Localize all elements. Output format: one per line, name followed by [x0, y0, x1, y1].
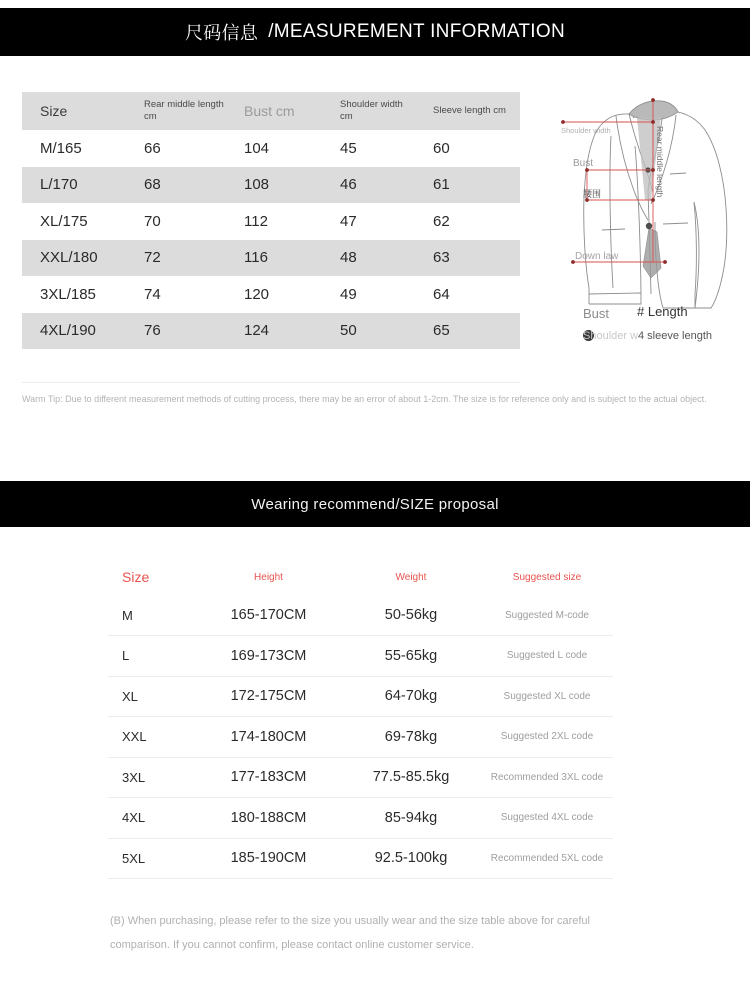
label-shoulder-width: Shoulder width — [561, 126, 611, 135]
cell-bust: 116 — [244, 249, 268, 267]
table-row — [22, 240, 520, 277]
table-row — [108, 757, 613, 798]
cell-height: 185-190CM — [196, 838, 341, 879]
cell-size: 3XL — [108, 757, 196, 798]
header-suggested: Suggested size — [512, 571, 582, 583]
cell-suggested: Suggested 2XL code — [481, 717, 613, 758]
header-height: Height — [254, 571, 283, 583]
cell-bust: 104 — [244, 139, 270, 157]
caption-sleeve: 4 sleeve length — [638, 330, 712, 342]
header-rear-length: Rear middle length cm — [144, 99, 224, 122]
cell-rear-length: 66 — [144, 139, 161, 157]
table-row — [22, 313, 520, 350]
cell-shoulder-width: 47 — [340, 212, 357, 230]
header-sleeve-length: Sleeve length cm — [433, 105, 506, 117]
cell-suggested: Suggested 4XL code — [481, 798, 613, 839]
label-waist-cn: 腰围 — [583, 189, 602, 199]
tie-shape — [643, 228, 661, 278]
cell-suggested: Recommended 5XL code — [481, 838, 613, 879]
table-row — [108, 717, 613, 758]
cell-suggested: Suggested M-code — [481, 595, 613, 636]
cell-sleeve-length: 60 — [433, 139, 450, 157]
proposal-banner — [0, 481, 750, 527]
table-row — [108, 636, 613, 677]
cell-sleeve-length: 63 — [433, 249, 450, 267]
table-row — [22, 276, 520, 313]
table-row — [108, 838, 613, 879]
proposal-note: (B) When purchasing, please refer to the size you usually wear and the size table above for careful comparison. If you cannot confirm, please contact online customer service. — [110, 915, 590, 952]
measurement-header-row — [22, 92, 520, 130]
button-icon — [646, 223, 652, 229]
cell-rear-length: 72 — [144, 249, 161, 267]
divider — [22, 382, 520, 383]
table-row — [108, 595, 613, 636]
cell-bust: 112 — [244, 212, 268, 230]
measurement-table — [22, 92, 520, 349]
cell-shoulder-width: 49 — [340, 285, 357, 303]
measurement-banner — [0, 8, 750, 56]
cell-size: 4XL — [108, 798, 196, 839]
proposal-header-row — [108, 559, 613, 595]
cell-sleeve-length: 64 — [433, 285, 450, 303]
cell-suggested: Suggested XL code — [481, 676, 613, 717]
cell-size: XL — [108, 676, 196, 717]
cell-weight: 50-56kg — [341, 595, 481, 636]
cell-height: 165-170CM — [196, 595, 341, 636]
size-proposal-table — [108, 559, 613, 879]
cell-shoulder-width: 48 — [340, 249, 357, 267]
measurement-section — [0, 70, 750, 460]
banner-title-en: /MEASUREMENT INFORMATION — [268, 21, 565, 42]
header-shoulder-width: Shoulder width cm — [340, 99, 403, 122]
cell-size: XL/175 — [40, 212, 88, 230]
header-weight: Weight — [395, 571, 427, 583]
cell-sleeve-length: 62 — [433, 212, 450, 230]
cell-bust: 120 — [244, 285, 270, 303]
cell-size: L/170 — [40, 176, 78, 194]
proposal-section — [0, 527, 750, 997]
cell-size: M — [108, 595, 196, 636]
table-row — [22, 130, 520, 167]
cell-weight: 64-70kg — [341, 676, 481, 717]
header-size: Size — [122, 569, 150, 585]
label-bust: Bust — [573, 158, 594, 169]
table-row — [22, 167, 520, 204]
cell-suggested: Suggested L code — [481, 636, 613, 677]
header-size: Size — [40, 103, 68, 119]
cell-height: 180-188CM — [196, 798, 341, 839]
cell-size: 4XL/190 — [40, 322, 96, 340]
banner-title-cn: 尺码信息 — [185, 23, 259, 43]
caption-bust: Bust — [583, 306, 610, 321]
cell-rear-length: 74 — [144, 285, 161, 303]
cell-size: XXL/180 — [40, 249, 98, 267]
cell-rear-length: 70 — [144, 212, 161, 230]
table-row — [22, 203, 520, 240]
cell-rear-length: 68 — [144, 176, 161, 194]
cell-weight: 55-65kg — [341, 636, 481, 677]
cell-height: 177-183CM — [196, 757, 341, 798]
cell-height: 172-175CM — [196, 676, 341, 717]
cell-weight: 92.5-100kg — [341, 838, 481, 879]
warm-tip-note: Warm Tip: Due to different measurement methods of cutting process, there may be an error of about 1-2cm. The size is for reference only and is subject to the actual object. — [22, 394, 707, 404]
proposal-banner-title: Wearing recommend/SIZE proposal — [251, 495, 499, 513]
table-row — [108, 798, 613, 839]
cell-height: 169-173CM — [196, 636, 341, 677]
cell-size: L — [108, 636, 196, 677]
caption-length: # Length — [637, 304, 688, 319]
label-down-law: Down law — [575, 251, 619, 262]
cell-suggested: Recommended 3XL code — [481, 757, 613, 798]
cell-height: 174-180CM — [196, 717, 341, 758]
label-rear-middle-length: Rear middle length — [655, 126, 665, 198]
cell-size: 3XL/185 — [40, 285, 96, 303]
cell-size: 5XL — [108, 838, 196, 879]
cell-shoulder-width: 50 — [340, 322, 357, 340]
cell-rear-length: 76 — [144, 322, 161, 340]
cell-shoulder-width: 45 — [340, 139, 357, 157]
cell-weight: 69-78kg — [341, 717, 481, 758]
cell-size: XXL — [108, 717, 196, 758]
cell-weight: 77.5-85.5kg — [341, 757, 481, 798]
caption-shoulder: Shoulder w — [583, 330, 639, 342]
diagram-caption — [545, 298, 750, 358]
cell-bust: 108 — [244, 176, 270, 194]
cell-bust: 124 — [244, 322, 270, 340]
cell-sleeve-length: 61 — [433, 176, 450, 194]
cell-sleeve-length: 65 — [433, 322, 450, 340]
cell-size: M/165 — [40, 139, 82, 157]
table-row — [108, 676, 613, 717]
header-bust: Bust cm — [244, 103, 295, 119]
cell-weight: 85-94kg — [341, 798, 481, 839]
cell-shoulder-width: 46 — [340, 176, 357, 194]
